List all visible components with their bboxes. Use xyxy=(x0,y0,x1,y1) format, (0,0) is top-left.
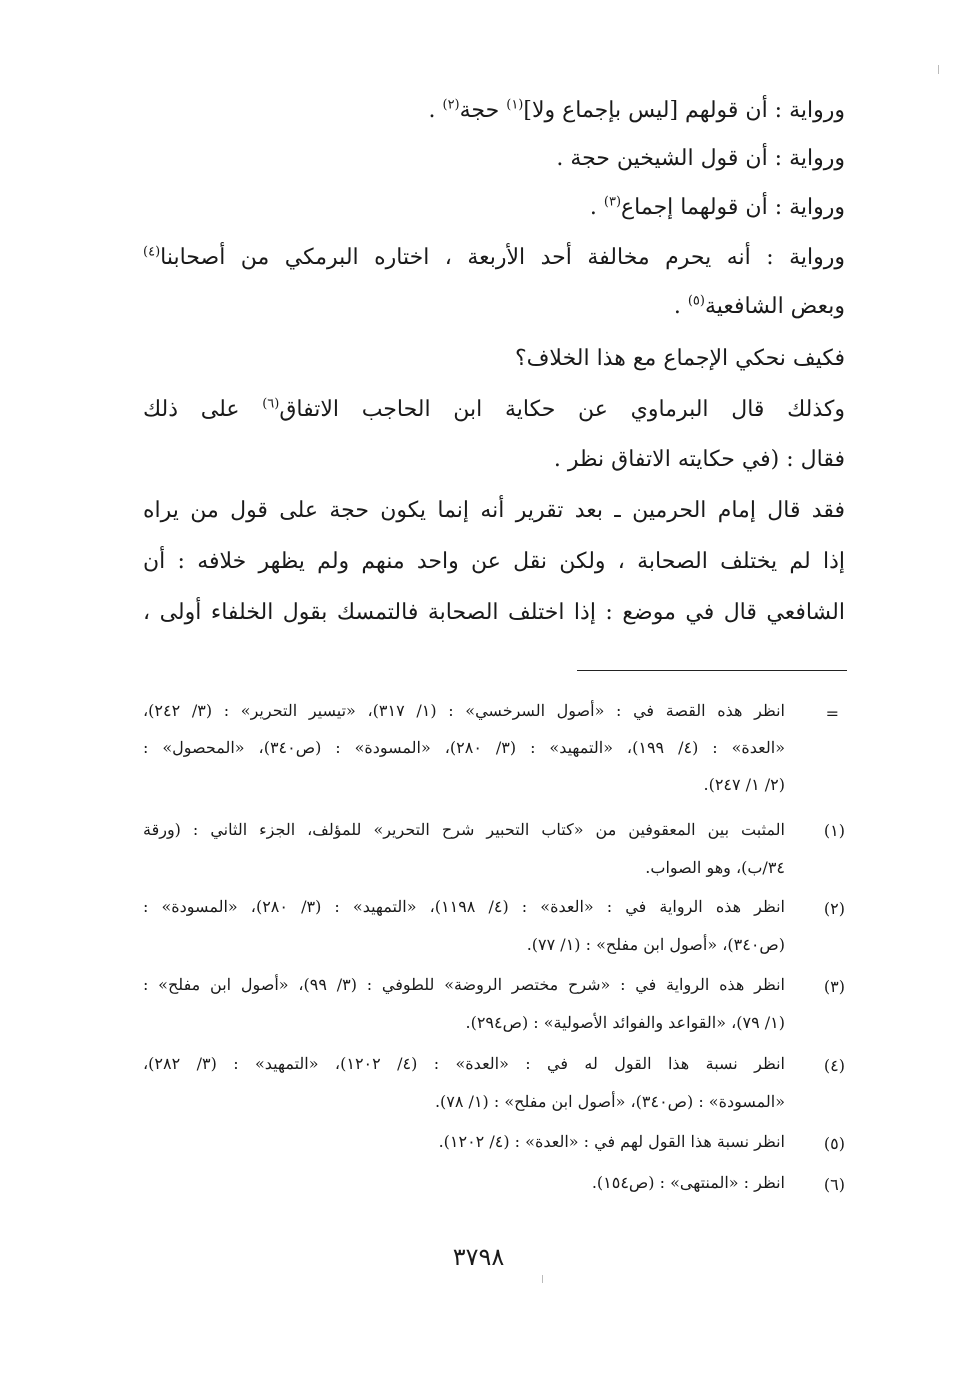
line-text: . xyxy=(673,294,681,319)
footnote-line: ٣٤/ب)، وهو الصواب. xyxy=(645,858,785,877)
line-text: ورواية : أنه يحرم مخالفة أحد الأربعة ، اختاره البرمكي من أصحابنا xyxy=(160,245,845,270)
line-text: . xyxy=(589,195,597,220)
footnote-number: (١) xyxy=(823,821,845,840)
footnote-line: (١/ ٧٩)، «القواعد والفوائد الأصولية» : (ص٢٩٤). xyxy=(465,1013,785,1032)
body-line-3 xyxy=(589,194,845,220)
body-line-1 xyxy=(428,97,845,123)
line-text: حجة xyxy=(459,98,500,123)
footnote-ref[interactable]: (١) xyxy=(506,97,524,113)
body-line-9 xyxy=(143,500,845,522)
line-text: فكيف نحكي الإجماع مع هذا الخلاف؟ xyxy=(514,346,845,371)
footnote-ref[interactable]: (٦) xyxy=(262,396,280,412)
page-number: ٣٧٩٨ xyxy=(452,1243,505,1271)
body-line-10 xyxy=(143,551,845,573)
body-line-11 xyxy=(143,602,845,624)
footnote-number: (٦) xyxy=(823,1175,845,1194)
footnote-line: انظر هذه الرواية في : «شرح مختصر الروضة» للطوفي : (٣/ ٩٩)، «أصول ابن مفلح» : xyxy=(143,975,785,994)
footnote-ref[interactable]: (٥) xyxy=(687,293,705,309)
footnote-line: المثبت بين المعقوفين من «كتاب التحبير شرح التحرير» للمؤلف، الجزء الثاني : (ورقة xyxy=(143,820,785,839)
footnote-line: انظر : «المنتهى» : (ص١٥٤). xyxy=(591,1173,785,1192)
scan-mark xyxy=(938,65,939,74)
line-text: على ذلك xyxy=(143,397,240,422)
footnote-number: (٢) xyxy=(823,899,845,918)
body-line-6 xyxy=(515,348,845,370)
footnote-line: انظر نسبة هذا القول له في : «العدة» : (٤/ ١٢٠٢)، «التمهيد» : (٣/ ٢٨٢)، xyxy=(143,1054,785,1073)
line-text: الشافعي قال في موضع : إذا اختلف الصحابة فالتمسك بقول الخلفاء أولى ، xyxy=(143,600,845,625)
line-text: ورواية : أن قولهما إجماع xyxy=(621,195,845,220)
footnote-ref[interactable]: (٤) xyxy=(143,244,161,260)
footnote-number: (٣) xyxy=(823,977,845,996)
line-text: إذا لم يختلف الصحابة ، ولكن نقل عن واحد منهم ولم يظهر خلافه : أن xyxy=(143,549,845,574)
body-line-4 xyxy=(143,244,845,270)
body-line-2 xyxy=(556,148,845,170)
footnote-divider xyxy=(577,670,847,671)
footnote-ref[interactable]: (٣) xyxy=(603,194,622,210)
footnote-continuation-line: انظر هذه القصة في : «أصول السرخسي» : (١/ ٣١٧)، «تيسير التحرير» : (٣/ ٢٤٢)، xyxy=(143,701,785,720)
footnote-number: (٤) xyxy=(823,1056,845,1075)
body-line-5 xyxy=(673,293,845,319)
footnote-line: انظر هذه الرواية في : «العدة» : (٤/ ١١٩٨)، «التمهيد» : (٣/ ٢٨٠)، «المسودة» : xyxy=(143,897,785,916)
body-line-8 xyxy=(554,449,845,471)
footnote-line: انظر نسبة هذا القول لهم في : «العدة» : (٤/ ١٢٠٢). xyxy=(438,1132,785,1151)
footnote-line: «المسودة» : (ص٣٤٠)، «أصول ابن مفلح» : (١/ ٧٨). xyxy=(434,1092,785,1111)
line-text: وبعض الشافعية xyxy=(704,294,845,319)
footnote-continuation-line: (٢/ ١/ ٢٤٧). xyxy=(703,775,785,794)
footnote-continuation-line: «العدة» : (٤/ ١٩٩)، «التمهيد» : (٣/ ٢٨٠)، «المسودة» : (ص٣٤٠)، «المحصول» : xyxy=(143,738,785,757)
footnote-ref[interactable]: (٢) xyxy=(442,97,460,113)
line-text: ورواية : أن قول الشيخين حجة . xyxy=(556,146,845,171)
line-text: وكذلك قال البرماوي عن حكاية ابن الحاجب الاتفاق xyxy=(279,397,846,422)
line-text: فقد قال إمام الحرمين ـ بعد تقرير أنه إنما يكون حجة على قول من يراه xyxy=(143,498,845,523)
footnote-continuation-marker: = xyxy=(825,704,839,723)
line-text: . xyxy=(428,98,436,123)
footnote-line: (ص٣٤٠)، «أصول ابن مفلح» : (١/ ٧٧). xyxy=(526,935,785,954)
line-text: فقال : (في حكايته الاتفاق نظر . xyxy=(553,447,845,472)
body-line-7 xyxy=(143,396,846,422)
scan-mark xyxy=(542,1275,543,1283)
footnote-number: (٥) xyxy=(823,1134,845,1153)
line-text: ورواية : أن قولهم [ليس بإجماع ولا] xyxy=(523,98,845,123)
